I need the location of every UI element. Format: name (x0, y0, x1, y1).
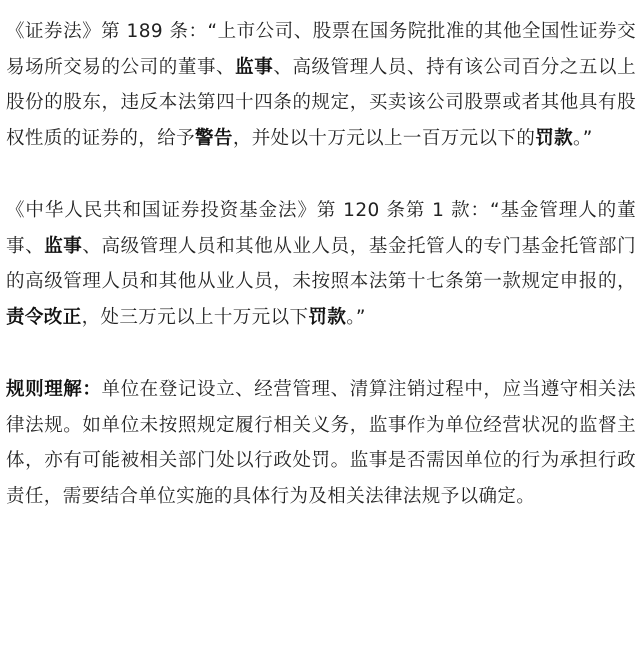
text-segment: 单位在登记设立、经营管理、清算注销过程中，应当遵守相关法律法规。如单位未按照规定履行相关义务，监事作为单位经营状况的监督主体，亦有可能被相关部门处以行政处罚。监事是否需因单位的行为承担行政责任，需要结合单位实施的具体行为及相关法律法规予以确定。 (6, 379, 636, 507)
bold-segment: 责令改正 (6, 306, 82, 328)
bold-segment: 监事 (235, 56, 274, 78)
text-segment: ，处三万元以上十万元以下 (81, 306, 309, 328)
text-segment: 《中华人民共和国证券投资基金法》第 120 条第 1 款：“基金管理人的董事、 (6, 200, 636, 257)
bold-segment: 罚款 (535, 127, 574, 149)
text-segment: 、高级管理人员、持有该公司百分之五以上股份的股东，违反本法第四十四条的规定，买卖该公司股票或者其他具有股权性质的证券的，给予 (6, 56, 636, 149)
bold-segment: 罚款 (308, 306, 347, 328)
rule-heading: 规则理解： (6, 379, 102, 400)
text-segment: 、高级管理人员和其他从业人员，基金托管人的专门基金托管部门的高级管理人员和其他从业人员，未按照本法第十七条第一款规定申报的， (6, 235, 636, 292)
paragraph-fund-law (6, 193, 636, 335)
text-segment: 。” (573, 127, 593, 149)
text-segment: ，并处以十万元以上一百万元以下的 (232, 127, 536, 149)
paragraph-securities-law (6, 0, 636, 156)
paragraph-rule-interpretation (6, 372, 636, 514)
bold-segment: 监事 (44, 235, 83, 257)
text-segment: 《证券法》第 189 条：“上市公司、股票在国务院批准的其他全国性证券交易场所交易的公司的董事、 (6, 21, 636, 78)
bold-segment: 警告 (195, 127, 233, 149)
text-segment: 。” (346, 306, 366, 328)
